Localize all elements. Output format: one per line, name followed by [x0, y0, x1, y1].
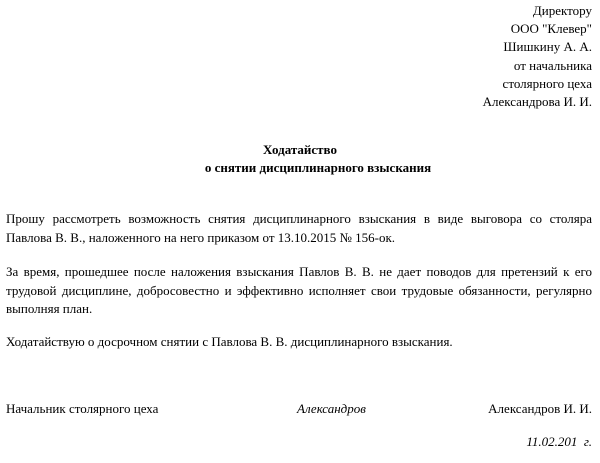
handwritten-signature: Александров — [297, 401, 366, 416]
addressee-line: Александрова И. И. — [482, 94, 592, 110]
title-line-2: о снятии дисциплинарного взыскания — [204, 160, 432, 175]
addressee-line: Шишкину А. А. — [503, 39, 592, 55]
addressee-line: Директору — [532, 3, 592, 18]
addressee-block — [483, 2, 592, 111]
body-paragraph: За время, прошедшее после наложения взыскания Павлов В. В. не дает поводов для претензий к его трудовой дисциплине, добросовестно и эффективно исполняет свои трудовые обязанности, регулярно выполняя план. — [6, 264, 592, 316]
title-line-1: Ходатайство — [263, 142, 337, 157]
body-paragraph: Ходатайствую о досрочном снятии с Павлова В. В. дисциплинарного взыскания. — [6, 334, 453, 349]
addressee-line: столярного цеха — [502, 75, 592, 91]
signer-name: Александров И. И. — [488, 401, 592, 416]
addressee-line: от начальника — [513, 57, 592, 73]
signer-position: Начальник столярного цеха — [6, 401, 159, 416]
document-date: 11.02.201 г. — [526, 434, 592, 449]
document-title — [0, 141, 600, 177]
body-paragraph: Прошу рассмотреть возможность снятия дисциплинарного взыскания в виде выговора со столяра Павлова В. В., наложенного на него приказом от 13.10.2015 № 156-ок. — [6, 211, 592, 245]
addressee-line: ООО "Клевер" — [510, 21, 592, 37]
